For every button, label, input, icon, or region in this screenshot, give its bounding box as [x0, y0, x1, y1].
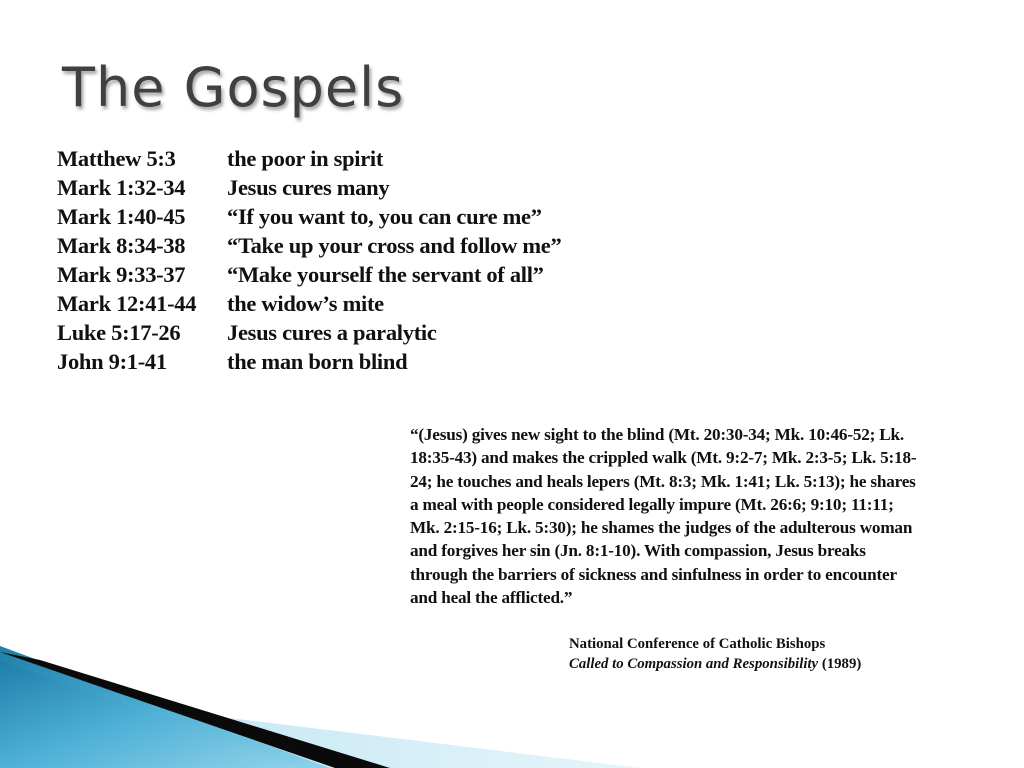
reference-citation: Mark 1:40-45 — [57, 204, 186, 229]
attribution-source — [569, 654, 861, 674]
reference-row — [57, 260, 561, 289]
reference-row — [57, 318, 561, 347]
reference-row — [57, 289, 561, 318]
deco-band-light — [0, 690, 640, 768]
reference-row — [57, 231, 561, 260]
reference-row — [57, 202, 561, 231]
bishops-quote: “(Jesus) gives new sight to the blind (Mt. 20:30-34; Mk. 10:46-52; Lk. 18:35-43) and makes the crippled walk (Mt. 9:2-7; Mk. 2:3-5; Lk. 5:18-24; he touches and heals lepers (Mt. 8:3; Mk. 1:41; Lk. 5:13); he shares a meal with people considered legally impure (Mt. 26:6; 9:10; 11:11; Mk. 2:15-16; Lk. 5:30); he shames the judges of the adulterous woman and forgives her sin (Jn. 8:1-10). With compassion, Jesus breaks through the barriers of sickness and sinfulness in order to encounter and heal the afflicted.” — [410, 425, 917, 608]
slide-title: The Gospels — [62, 56, 405, 119]
reference-row — [57, 347, 561, 376]
attribution-author: National Conference of Catholic Bishops — [569, 636, 826, 652]
reference-citation: Mark 12:41-44 — [57, 291, 197, 316]
reference-citation: Mark 8:34-38 — [57, 233, 186, 258]
reference-description: Jesus cures many — [227, 175, 390, 200]
deco-band-blue — [0, 646, 330, 768]
reference-description: Jesus cures a paralytic — [227, 320, 437, 345]
reference-description: “If you want to, you can cure me” — [227, 204, 542, 229]
reference-list — [57, 144, 561, 376]
attribution-year: (1989) — [818, 656, 862, 672]
reference-description: the widow’s mite — [227, 291, 384, 316]
reference-description: the poor in spirit — [227, 146, 384, 171]
reference-description: “Make yourself the servant of all” — [227, 262, 544, 287]
reference-citation: Mark 1:32-34 — [57, 175, 186, 200]
deco-band-blue-overlay — [0, 660, 300, 768]
reference-citation: Matthew 5:3 — [57, 146, 176, 171]
attribution-work-title: Called to Compassion and Responsibility — [569, 656, 819, 672]
reference-row — [57, 144, 561, 173]
deco-band-dark — [0, 652, 390, 768]
reference-citation: Mark 9:33-37 — [57, 262, 186, 287]
reference-citation: John 9:1-41 — [57, 349, 167, 374]
reference-row — [57, 173, 561, 202]
reference-citation: Luke 5:17-26 — [57, 320, 181, 345]
reference-description: “Take up your cross and follow me” — [227, 233, 562, 258]
reference-description: the man born blind — [227, 349, 408, 374]
quote-attribution — [569, 634, 861, 674]
